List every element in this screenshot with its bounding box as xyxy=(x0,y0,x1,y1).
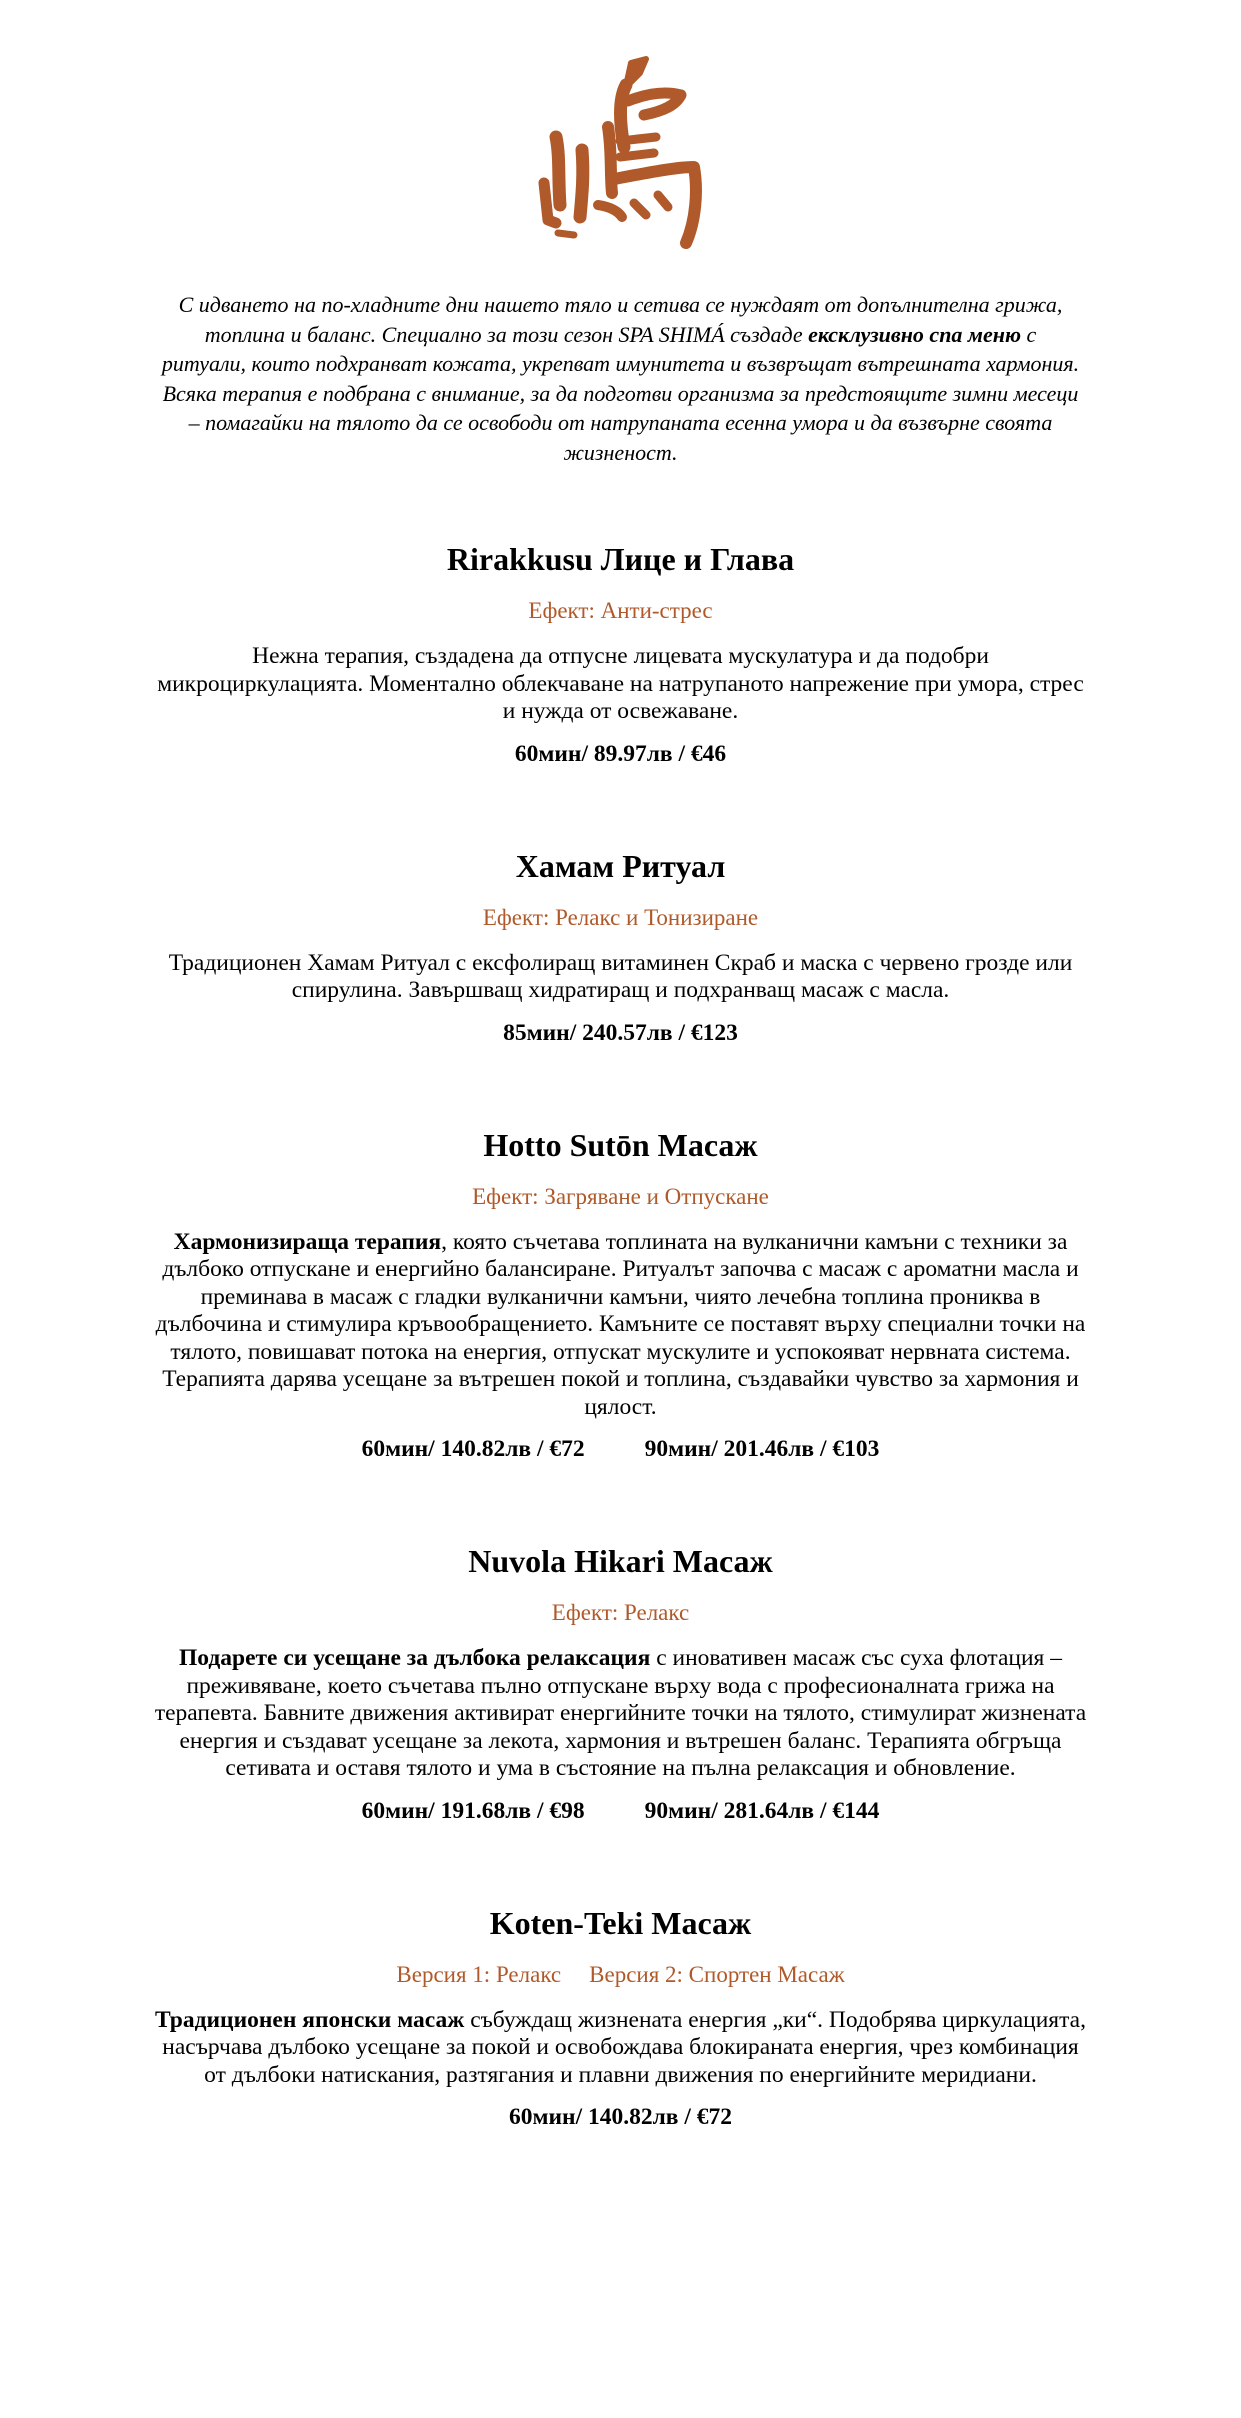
version-1: Версия 1: Релакс xyxy=(396,1961,562,1987)
spa-menu-page xyxy=(151,55,1091,2131)
treatment-title: Хамам Ритуал xyxy=(515,847,726,884)
treatment-title: Koten-Teki Масаж xyxy=(489,1904,752,1941)
treatment-description xyxy=(151,1645,1091,1783)
description-text: , която съчетава топлината на вулканични камъни с техники за дълбоко отпускане и енергийно балансиране. Ритуалът започва с масаж с ароматни масла и преминава в масаж с гладки вулканични камъни, чиято лечебна топлина прониква в дълбочина и стимулира кръвообращението. Камъните се поставят върху специални точки на тялото, повишават потока на енергия, отпускат мускулите и успокояват нервната система. Терапията дарява усещане за вътрешен покой и топлина, създавайки чувство за хармония и цялост. xyxy=(155,1228,1086,1420)
treatment-title: Nuvola Hikari Масаж xyxy=(468,1543,773,1579)
treatment-hamam xyxy=(151,846,1091,1047)
treatment-title: Rirakkusu Лице и Глава xyxy=(446,541,795,577)
description-text: Традиционен Хамам Ритуал с ексфолиращ витаминен Скраб и маска с червено грозде или спирулина. Завършващ хидратиращ и подхранващ масаж с масла. xyxy=(168,949,1073,1003)
price: 90мин/ 201.46лв / €103 xyxy=(644,1436,880,1462)
treatment-nuvola-hikari xyxy=(151,1541,1091,1825)
treatment-effect: Ефект: Релакс xyxy=(551,1600,690,1625)
treatment-title: Hotto Sutōn Масаж xyxy=(483,1126,758,1163)
description-bold: Подарете си усещане за дълбока релаксация xyxy=(179,1645,651,1671)
treatment-prices xyxy=(151,2103,1091,2131)
intro-text xyxy=(161,290,1081,467)
price: 60мин/ 89.97лв / €46 xyxy=(514,740,727,767)
intro-bold: ексклузивно спа меню xyxy=(808,321,1022,347)
intro-part-1: С идването на по-хладните дни нашето тяло и сетива се нуждаят от допълнителна грижа, топлина и баланс. Специално за този сезон SPA SHIMÁ създаде xyxy=(178,292,1063,347)
description-text: Нежна терапия, създадена да отпусне лицевата мускулатура и да подобри микроциркулацията. Моментално облекчаване на натрупаното напрежение при умора, стрес и нужда от освежаване. xyxy=(157,643,1084,724)
treatment-hotto-suton xyxy=(151,1125,1091,1464)
treatment-koten-teki xyxy=(151,1903,1091,2132)
price: 60мин/ 191.68лв / €98 xyxy=(361,1797,585,1824)
description-bold: Традиционен японски масаж xyxy=(155,2006,465,2033)
description-bold: Хармонизираща терапия xyxy=(173,1228,442,1255)
price: 60мин/ 140.82лв / €72 xyxy=(361,1436,585,1462)
treatment-prices xyxy=(151,1019,1091,1047)
treatment-description xyxy=(151,950,1091,1005)
version-2: Версия 2: Спортен Масаж xyxy=(589,1961,845,1987)
price: 85мин/ 240.57лв / €123 xyxy=(503,1019,738,1046)
treatment-description xyxy=(151,2007,1091,2090)
treatment-effect: Ефект: Загряване и Отпускане xyxy=(472,1183,769,1209)
treatment-description xyxy=(151,643,1091,726)
treatment-rirakkusu xyxy=(151,539,1091,768)
price: 60мин/ 140.82лв / €72 xyxy=(508,2104,733,2130)
treatment-versions xyxy=(151,1961,1091,1989)
treatment-prices xyxy=(151,1435,1091,1463)
description-text: с иновативен масаж със суха флотация – преживяване, което съчетава пълно отпускане върху вода с професионалната грижа на терапевта. Бавните движения активират енергийните точки на тялото, стимулират жизнената енергия и създават усещане за лекота, хармония и вътрешен баланс. Терапията обгръща сетивата и оставя тялото и ума в състояние на пълна релаксация и обновление. xyxy=(154,1645,1087,1781)
treatment-description xyxy=(151,1229,1091,1422)
treatment-prices xyxy=(151,1797,1091,1825)
spa-shima-logo xyxy=(536,55,706,250)
intro-part-2: с ритуали, които подхранват кожата, укрепват имунитета и възвръщат вътрешната хармония. Всяка терапия е подбрана с внимание, за да подготви организма за предстоящите зимни месеци – помагайки на тялото да се освободи от натрупаната есенна умора и да възвърне своята жизненост. xyxy=(161,321,1080,465)
description-text: събуждащ жизнената енергия „ки“. Подобрява циркулацията, насърчава дълбоко усещане за покой и освобождава блокираната енергия, чрез комбинация от дълбоки натискания, разтягания и плавни движения по енергийните меридиани. xyxy=(162,2006,1086,2088)
treatment-effect: Ефект: Релакс и Тонизиране xyxy=(482,904,759,930)
treatment-prices xyxy=(151,740,1091,768)
treatment-effect: Ефект: Анти-стрес xyxy=(528,598,713,623)
price: 90мин/ 281.64лв / €144 xyxy=(644,1797,880,1824)
